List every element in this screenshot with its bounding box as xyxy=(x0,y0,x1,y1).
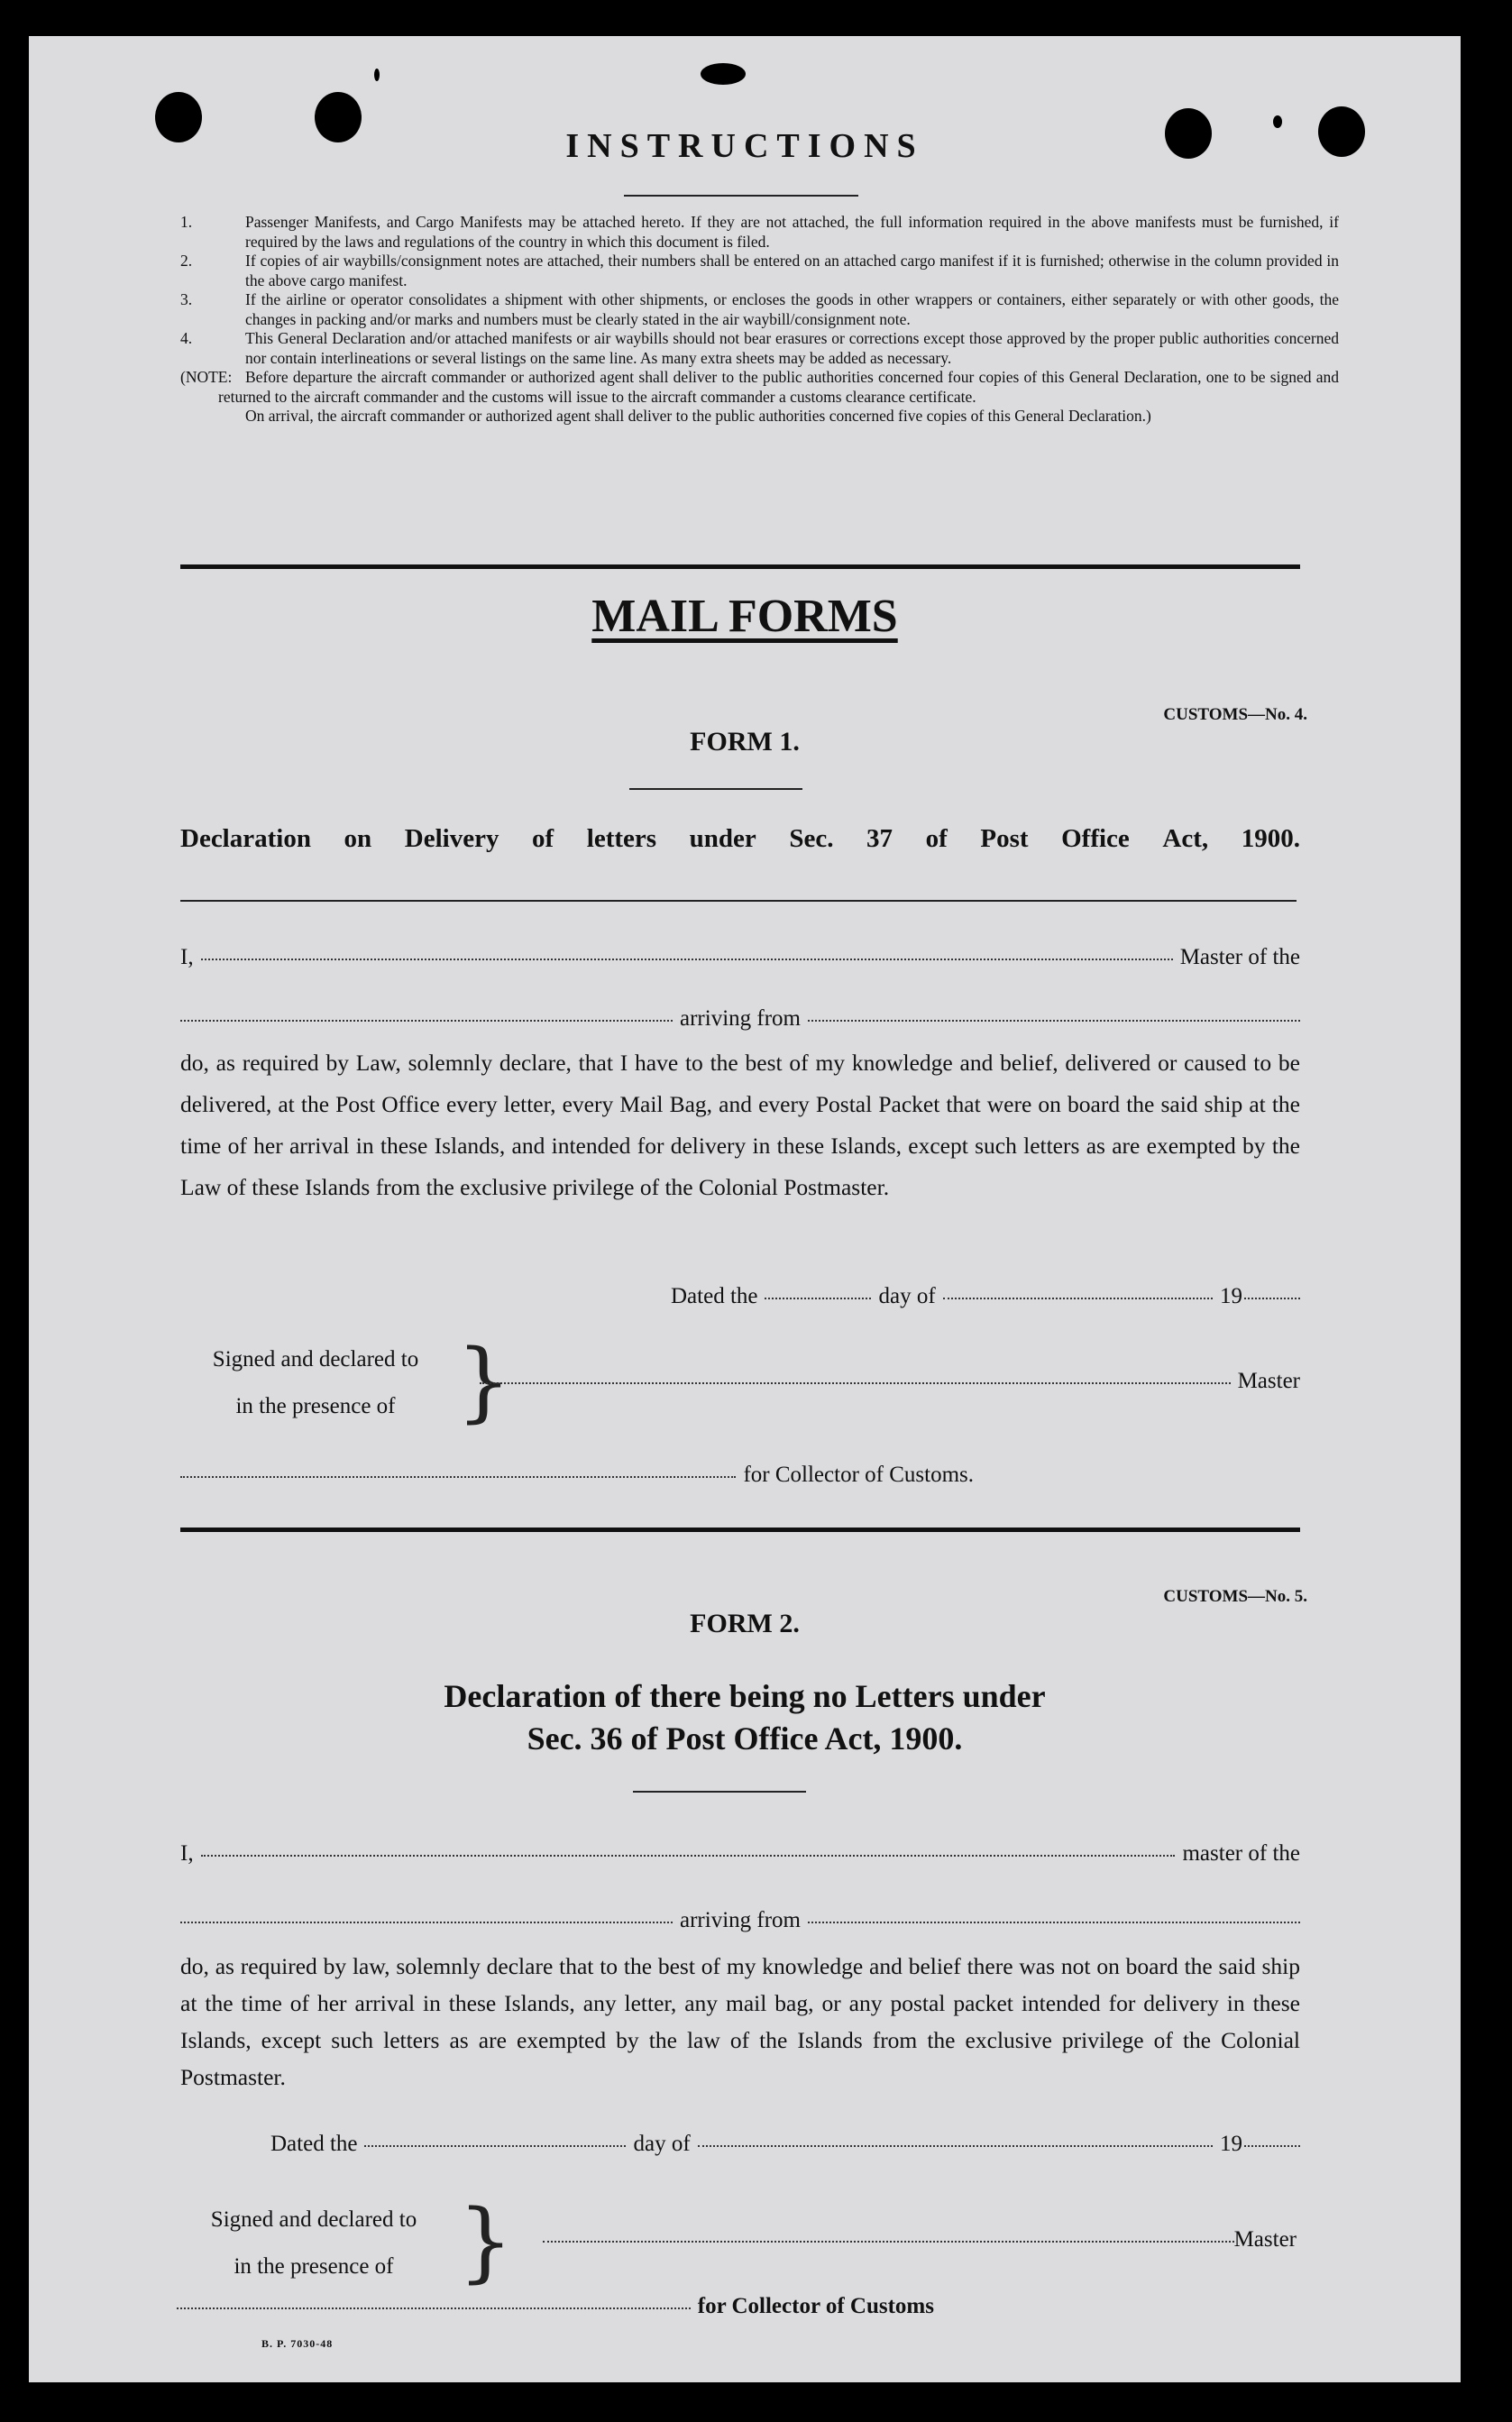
form2-year-field[interactable] xyxy=(1244,2145,1300,2147)
instruction-text: Passenger Manifests, and Cargo Manifests may be attached hereto. If they are not attached, the full information required in the above manifests must be furnished, if required by the laws and regulations of the country in which this document is filed. xyxy=(245,213,1339,251)
form1-title-rule xyxy=(629,788,802,790)
form1-month-field[interactable] xyxy=(943,1298,1213,1299)
form-print-code: B. P. 7030-48 xyxy=(261,2337,334,2350)
form2-master-line: Master xyxy=(543,2227,1297,2252)
form2-signed-label: Signed and declared to in the presence of xyxy=(210,2207,417,2279)
form2-day-field[interactable] xyxy=(364,2145,626,2147)
form1-dated-line: Dated the day of 19 xyxy=(671,1284,1300,1309)
instructions-underline xyxy=(624,195,858,197)
form1-collector-signature-field[interactable] xyxy=(180,1476,736,1478)
instruction-item: 4. This General Declaration and/or attached manifests or air waybills should not bear erasures or corrections except those approved by the proper public authorities concerned nor contain interlineations or several listings on the same line. As many extra sheets may be added as necessary. xyxy=(180,329,1339,367)
form1-name-field[interactable] xyxy=(201,959,1173,960)
form1-master-line: Master xyxy=(480,1369,1300,1394)
form-divider xyxy=(180,1528,1300,1532)
form2-customs-number: CUSTOMS—No. 5. xyxy=(1163,1587,1307,1606)
instruction-note-2: On arrival, the aircraft commander or authorized agent shall deliver to the public authorities concerned five copies of this General Declaration.) xyxy=(245,407,1151,425)
ink-blot xyxy=(701,63,746,85)
form1-name-line: I, Master of the xyxy=(180,945,1300,969)
instruction-text: If copies of air waybills/consignment notes are attached, their numbers shall be entered on an attached cargo manifest if it is furnished; otherwise in the column provided in the above cargo manifest. xyxy=(245,252,1339,289)
form1-body: do, as required by Law, solemnly declare, that I have to the best of my knowledge and belief, delivered or caused to be delivered, at the Post Office every letter, every Mail Bag, and every Postal Packet that were on board the said ship at the time of her arrival in these Islands, and intended for delivery in these Islands, except such letters as are exempted by the Law of these Islands from the exclusive privilege of the Colonial Postmaster. xyxy=(180,1050,1300,1200)
instructions-list xyxy=(180,213,1339,427)
form2-title: FORM 2. xyxy=(690,1609,800,1638)
form2-brace: } xyxy=(458,2191,514,2292)
document-page xyxy=(29,36,1461,2382)
form1-collector-line: for Collector of Customs. xyxy=(180,1463,974,1488)
instruction-note: (NOTE: Before departure the aircraft commander or authorized agent shall deliver to the public authorities concerned four copies of this General Declaration, one to be signed and returned to the aircraft commander and the customs will issue to the aircraft commander a customs clearance certificate. xyxy=(180,368,1339,406)
form1-year-field[interactable] xyxy=(1244,1298,1300,1299)
ink-speck xyxy=(374,69,380,81)
form2-collector-line: for Collector of Customs xyxy=(177,2294,934,2319)
form2-body: do, as required by law, solemnly declare that to the best of my knowledge and belief there was not on board the said ship at the time of her arrival in these Islands, any letter, any mail bag, or any postal packet intended for delivery in these Islands, except such letters as are exempted by the law of the Islands from the exclusive privilege of the Colonial Postmaster. xyxy=(180,1953,1300,2090)
form2-ship-field[interactable] xyxy=(180,1922,673,1923)
form1-signed-label: Signed and declared to in the presence of xyxy=(212,1347,419,1418)
mail-forms-title: MAIL FORMS xyxy=(591,591,898,642)
form2-origin-field[interactable] xyxy=(808,1922,1300,1923)
form2-dated-line: Dated the day of 19 xyxy=(270,2132,1300,2157)
form1-brace: } xyxy=(456,1331,512,1432)
form2-month-field[interactable] xyxy=(698,2145,1213,2147)
instruction-item: 1. Passenger Manifests, and Cargo Manifests may be attached hereto. If they are not attached, the full information required in the above manifests must be furnished, if required by the laws and regulations of the country in which this document is filed. xyxy=(180,213,1339,251)
form1-ship-line: arriving from xyxy=(180,1006,1300,1032)
form1-master-signature-field[interactable] xyxy=(480,1382,1231,1384)
form1-customs-number: CUSTOMS—No. 4. xyxy=(1163,705,1307,724)
instruction-text: This General Declaration and/or attached manifests or air waybills should not bear erasures or corrections except those approved by the proper public authorities concerned nor contain interlineations or several listings on the same line. As many extra sheets may be added as necessary. xyxy=(245,329,1339,367)
form1-declaration-heading: Declaration on Delivery of letters under Sec. 37 of Post Office Act, 1900. xyxy=(180,824,1300,853)
form1-ship-field[interactable] xyxy=(180,1020,673,1022)
instruction-item: 3. If the airline or operator consolidates a shipment with other shipments, or encloses the goods in other wrappers or containers, either separately or with other goods, the changes in packing and/or marks and numbers must be clearly stated in the air waybill/consignment note. xyxy=(180,290,1339,328)
form2-ship-line: arriving from xyxy=(180,1908,1300,1933)
form1-title: FORM 1. xyxy=(690,727,800,757)
form2-collector-signature-field[interactable] xyxy=(177,2307,691,2309)
form2-title-rule xyxy=(633,1791,806,1793)
form2-name-line: I, master of the xyxy=(180,1841,1300,1866)
instruction-text: If the airline or operator consolidates a shipment with other shipments, or encloses the goods in other wrappers or containers, either separately or with other goods, the changes in packing and/or marks and numbers must be clearly stated in the air waybill/consignment note. xyxy=(245,290,1339,328)
form2-name-field[interactable] xyxy=(201,1855,1176,1857)
form1-heading-rule xyxy=(180,900,1297,902)
form2-declaration-heading: Declaration of there being no Letters under Sec. 36 of Post Office Act, 1900. xyxy=(444,1678,1046,1757)
form1-day-field[interactable] xyxy=(765,1298,871,1299)
form1-origin-field[interactable] xyxy=(808,1020,1300,1022)
instruction-item: 2. If copies of air waybills/consignment notes are attached, their numbers shall be entered on an attached cargo manifest if it is furnished; otherwise in the column provided in the above cargo manifest. xyxy=(180,252,1339,289)
instructions-title: INSTRUCTIONS xyxy=(565,127,924,165)
form2-master-signature-field[interactable] xyxy=(543,2241,1234,2243)
section-divider xyxy=(180,564,1300,569)
note-text: Before departure the aircraft commander or authorized agent shall deliver to the public authorities concerned four copies of this General Declaration, one to be signed and returned to the aircraft commander and the customs will issue to the aircraft commander a customs clearance certificate. xyxy=(218,368,1339,406)
